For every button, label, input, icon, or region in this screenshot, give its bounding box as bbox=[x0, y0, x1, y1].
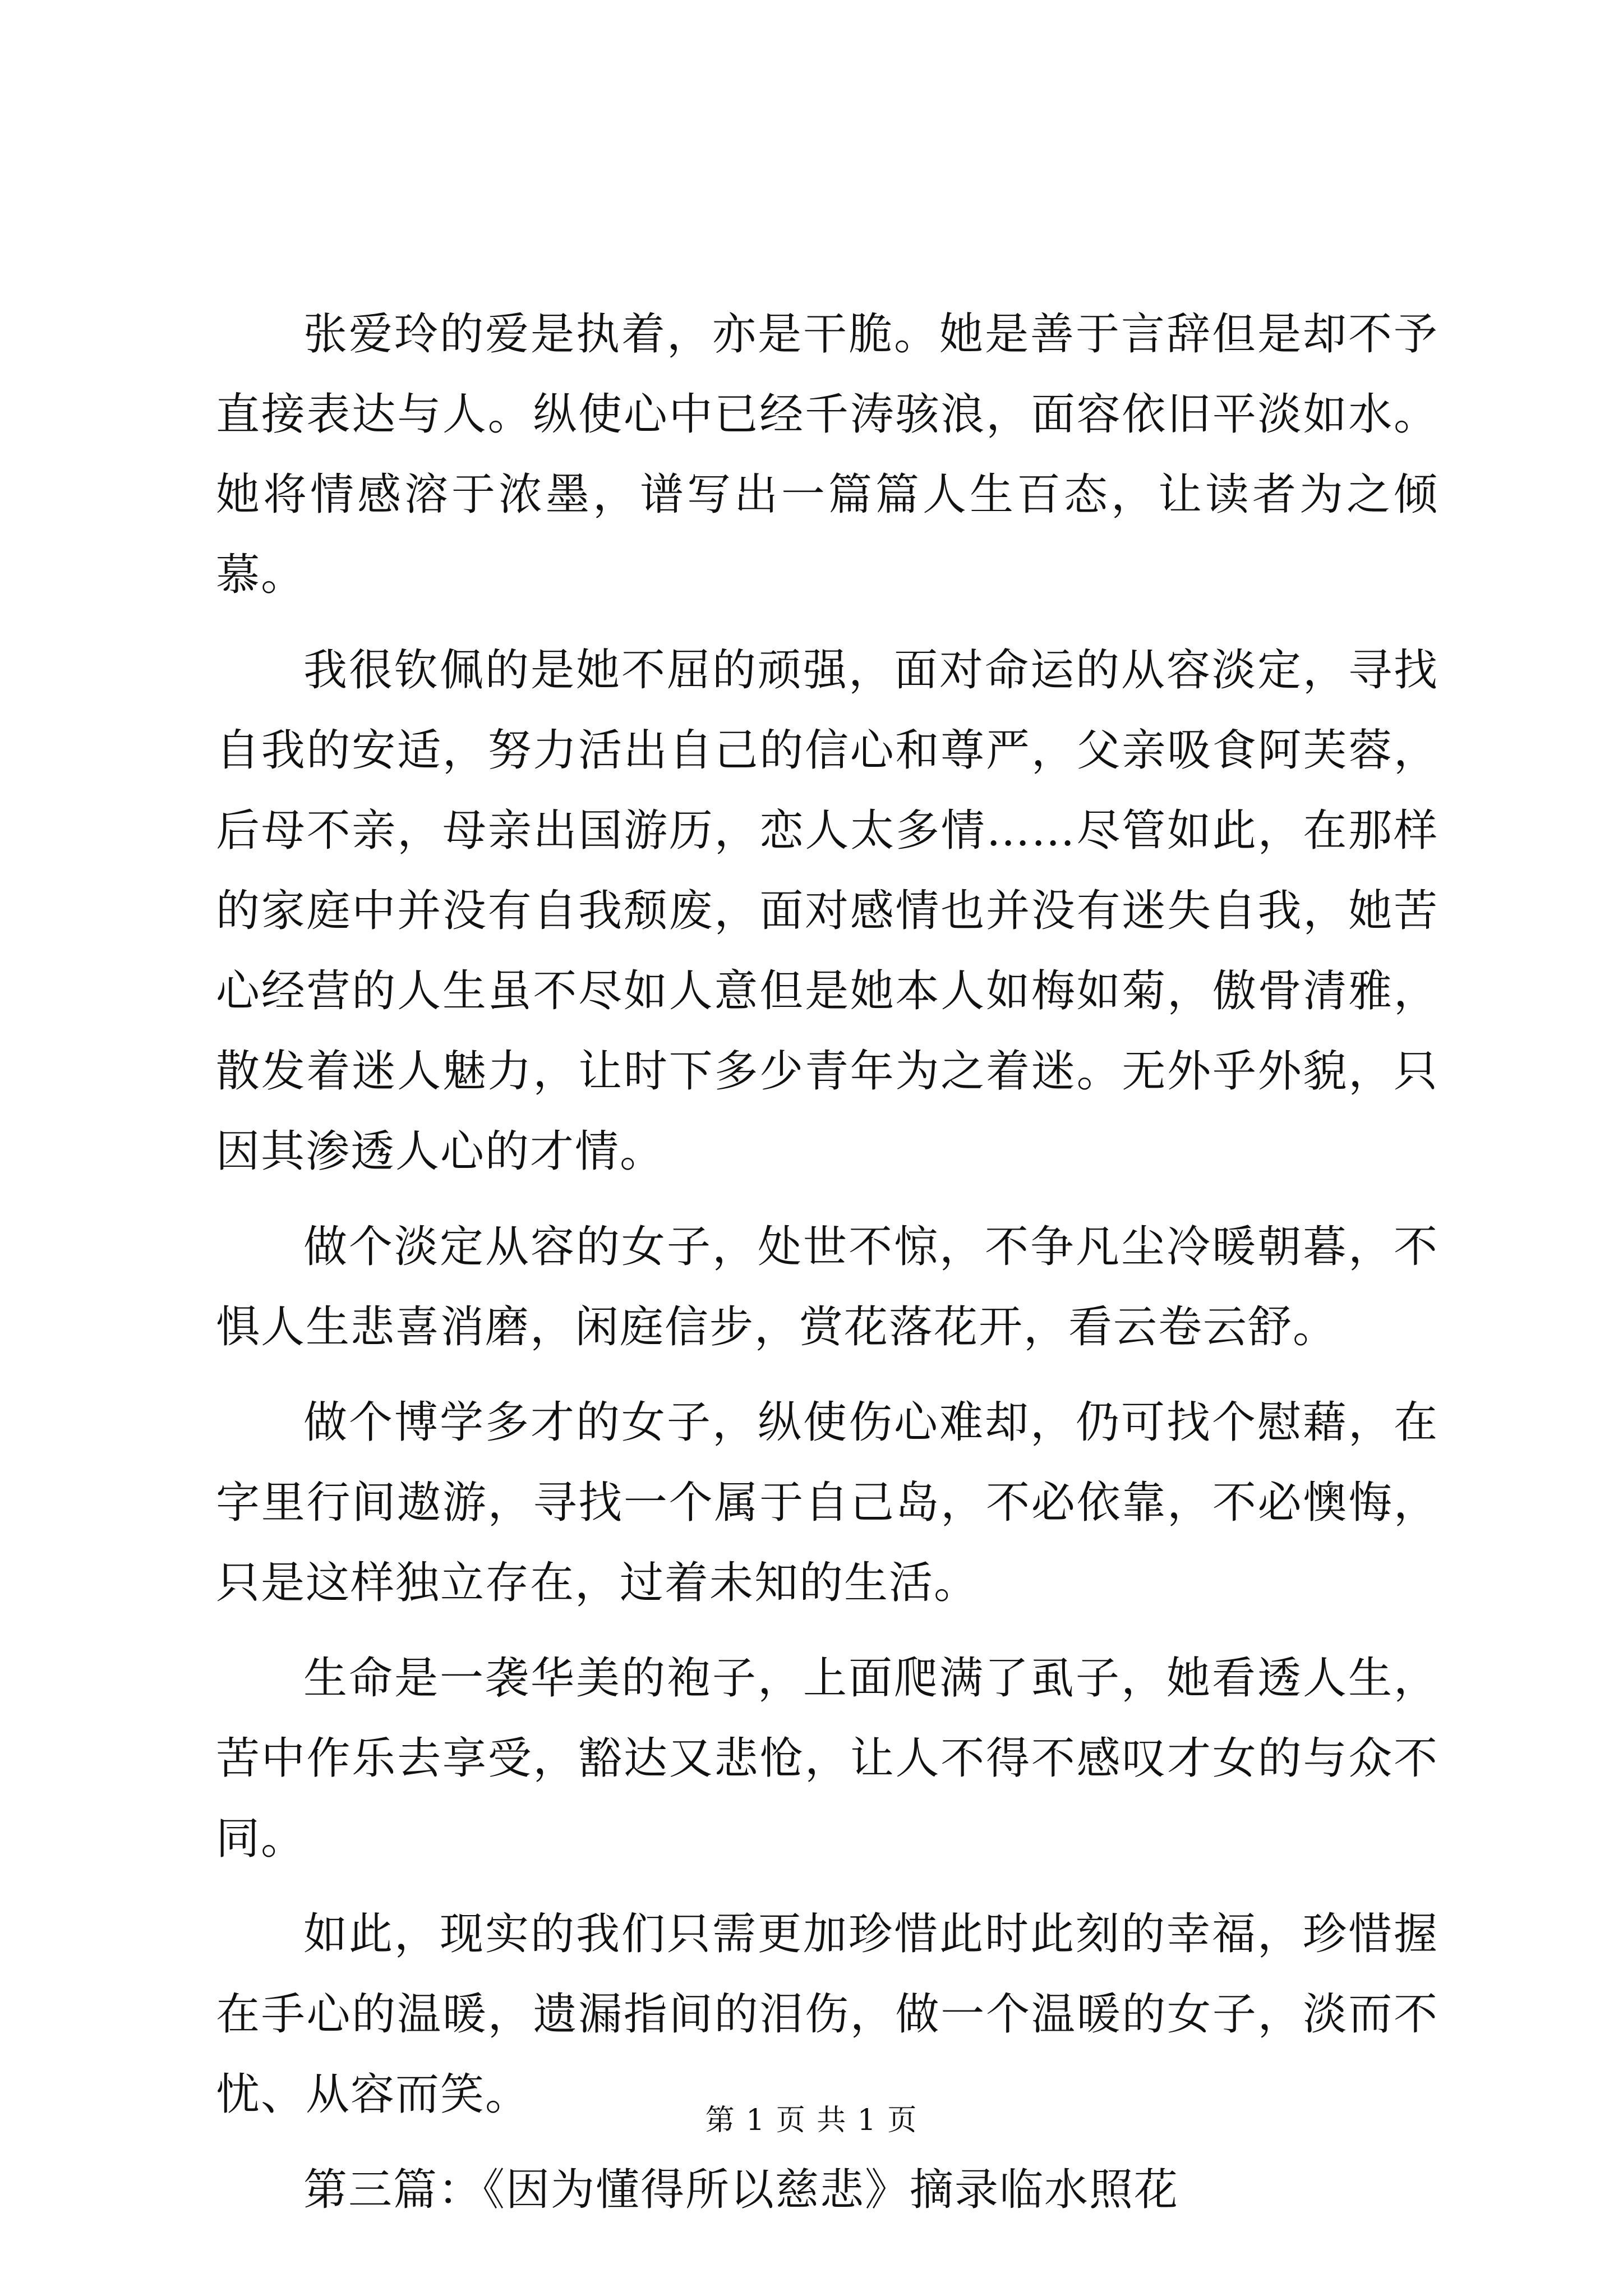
paragraph-2: 我很钦佩的是她不屈的顽强，面对命运的从容淡定，寻找自我的安适，努力活出自己的信心和尊严，父亲吸食阿芙蓉，后母不亲，母亲出国游历，恋人太多情……尽管如此，在那样的家庭中并没有自我颓废，面对感情也并没有迷失自我，她苦心经营的人生虽不尽如人意但是她本人如梅如菊，傲骨清雅，散发着迷人魅力，让时下多少青年为之着迷。无外乎外貌，只因其渗透人心的才情。 bbox=[216, 645, 1438, 1177]
paragraph-6: 如此，现实的我们只需更加珍惜此时此刻的幸福，珍惜握在手心的温暖，遗漏指间的泪伤，做一个温暖的女子，淡而不忧、从容而笑。 bbox=[216, 1909, 1438, 2120]
section-heading: 第三篇：《因为懂得所以慈悲》摘录临水照花 bbox=[303, 2165, 1179, 2215]
paragraph-5: 生命是一袭华美的袍子，上面爬满了虱子，她看透人生，苦中作乐去享受，豁达又悲怆，让人不得不感叹才女的与众不同。 bbox=[216, 1653, 1438, 1864]
document-body bbox=[216, 295, 1438, 2246]
paragraph-1: 张爱玲的爱是执着，亦是干脆。她是善于言辞但是却不予直接表达与人。纵使心中已经千涛骇浪，面容依旧平淡如水。她将情感溶于浓墨，谱写出一篇篇人生百态，让读者为之倾慕。 bbox=[216, 309, 1438, 600]
page-footer: 第 1 页 共 1 页 bbox=[705, 2104, 918, 2137]
paragraph-4: 做个博学多才的女子，纵使伤心难却，仍可找个慰藉，在字里行间遨游，寻找一个属于自己岛，不必依靠，不必懊悔，只是这样独立存在，过着未知的生活。 bbox=[216, 1397, 1438, 1608]
paragraph-3: 做个淡定从容的女子，处世不惊，不争凡尘冷暖朝暮，不惧人生悲喜消磨，闲庭信步，赏花落花开，看云卷云舒。 bbox=[216, 1222, 1438, 1352]
